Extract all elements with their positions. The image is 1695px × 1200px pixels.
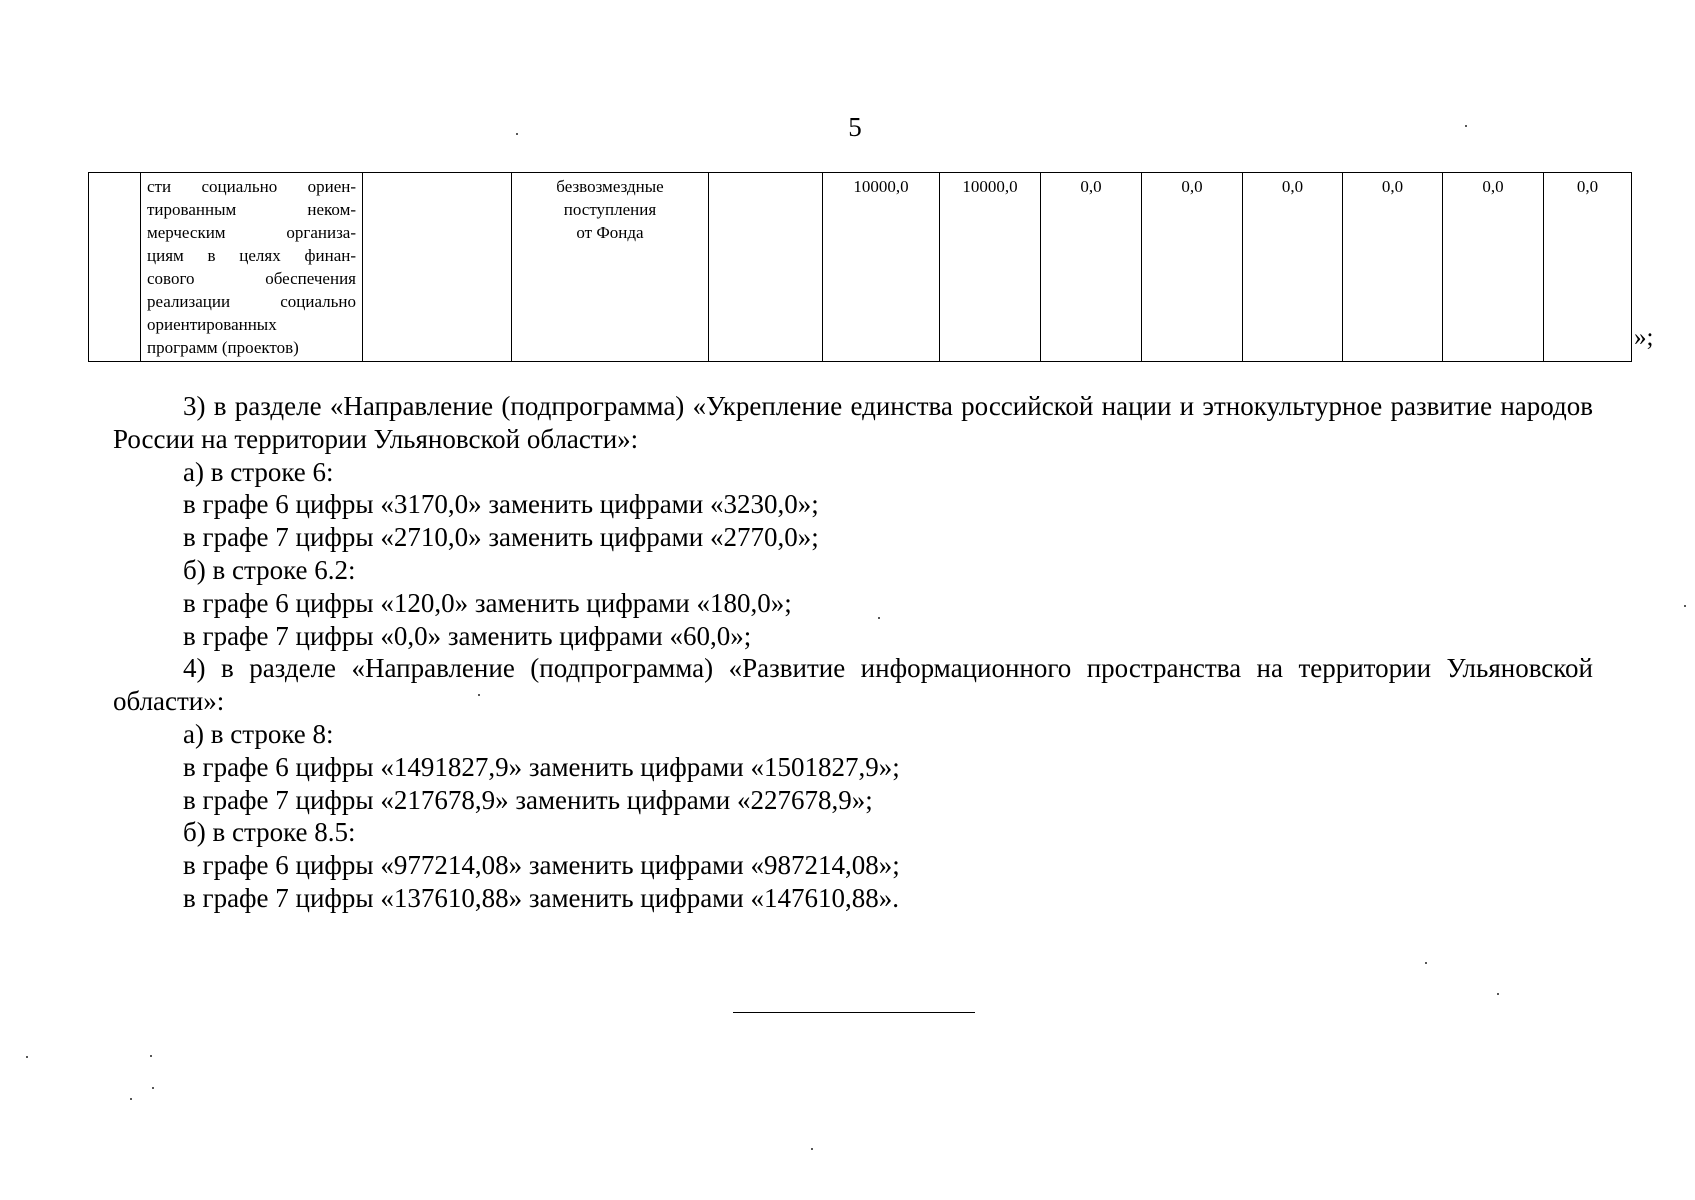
value-cell: 0,0 bbox=[1142, 173, 1243, 362]
end-of-text-rule bbox=[733, 1012, 975, 1013]
amendment-line: в графе 6 цифры «977214,08» заменить цифрами «987214,08»; bbox=[183, 850, 900, 881]
scan-speck bbox=[130, 1098, 132, 1100]
value-cell: 0,0 bbox=[1544, 173, 1632, 362]
description-line: циям в целях финан- bbox=[147, 246, 356, 265]
scan-speck bbox=[516, 133, 518, 135]
value-cell: 0,0 bbox=[1041, 173, 1142, 362]
item-4-intro: 4) в разделе «Направление (подпрограмма) «Развитие информационного пространства на территории Ульяновской области»: bbox=[113, 653, 1593, 717]
value-cell: 10000,0 bbox=[940, 173, 1041, 362]
amendment-line: в графе 7 цифры «137610,88» заменить цифрами «147610,88». bbox=[183, 882, 899, 913]
scan-speck bbox=[1465, 125, 1467, 127]
funding-source-cell bbox=[512, 173, 709, 362]
amendment-line: в графе 6 цифры «3170,0» заменить цифрами «3230,0»; bbox=[183, 489, 819, 520]
amendment-line: в графе 7 цифры «217678,9» заменить цифрами «227678,9»; bbox=[183, 784, 873, 815]
funding-source-line: поступления bbox=[563, 200, 657, 219]
scan-speck bbox=[811, 1148, 813, 1150]
description-line: реализации социально bbox=[147, 292, 356, 311]
budget-table-fragment bbox=[88, 172, 1632, 362]
scan-speck bbox=[150, 1055, 152, 1057]
description-line: сового обеспечения bbox=[147, 269, 356, 288]
empty-cell bbox=[363, 173, 512, 362]
empty-cell bbox=[709, 173, 823, 362]
description-line: мерческим организа- bbox=[147, 223, 356, 242]
closing-quote-mark: »; bbox=[1634, 324, 1654, 351]
table-row bbox=[89, 173, 1632, 362]
description-cell bbox=[141, 173, 363, 362]
amendment-line: в графе 6 цифры «120,0» заменить цифрами «180,0»; bbox=[183, 587, 792, 618]
scan-speck bbox=[878, 617, 880, 619]
funding-source-line: безвозмездные bbox=[556, 177, 664, 196]
item-3-intro: 3) в разделе «Направление (подпрограмма) «Укрепление единства российской нации и этнокультурное развитие народов России на территории Ульяновской области»: bbox=[113, 391, 1593, 454]
amendment-line: б) в строке 8.5: bbox=[183, 817, 356, 848]
page-number: 5 bbox=[848, 112, 862, 142]
value-cell: 10000,0 bbox=[823, 173, 940, 362]
description-line: программ (проектов) bbox=[147, 338, 299, 357]
funding-source-line: от Фонда bbox=[576, 223, 644, 242]
scan-speck bbox=[1497, 993, 1499, 995]
scan-speck bbox=[478, 694, 480, 696]
amendment-line: в графе 6 цифры «1491827,9» заменить цифрами «1501827,9»; bbox=[183, 751, 900, 782]
description-line: ориентированных bbox=[147, 315, 277, 334]
scan-speck bbox=[26, 1056, 28, 1058]
amendment-line: в графе 7 цифры «2710,0» заменить цифрами «2770,0»; bbox=[183, 522, 819, 553]
description-line: сти социально ориен- bbox=[147, 177, 356, 196]
scan-speck bbox=[152, 1087, 154, 1089]
amendment-line: б) в строке 6.2: bbox=[183, 554, 356, 585]
row-number-cell bbox=[89, 173, 141, 362]
value-cell: 0,0 bbox=[1343, 173, 1443, 362]
value-cell: 0,0 bbox=[1243, 173, 1343, 362]
amendment-line: в графе 7 цифры «0,0» заменить цифрами «60,0»; bbox=[183, 620, 752, 651]
description-line: тированным неком- bbox=[147, 200, 356, 219]
amendment-line: а) в строке 6: bbox=[183, 456, 334, 487]
value-cell: 0,0 bbox=[1443, 173, 1544, 362]
amendment-line: а) в строке 8: bbox=[183, 718, 334, 749]
scan-speck bbox=[1425, 962, 1427, 964]
scan-speck bbox=[1684, 605, 1686, 607]
amendment-text bbox=[113, 390, 1593, 915]
